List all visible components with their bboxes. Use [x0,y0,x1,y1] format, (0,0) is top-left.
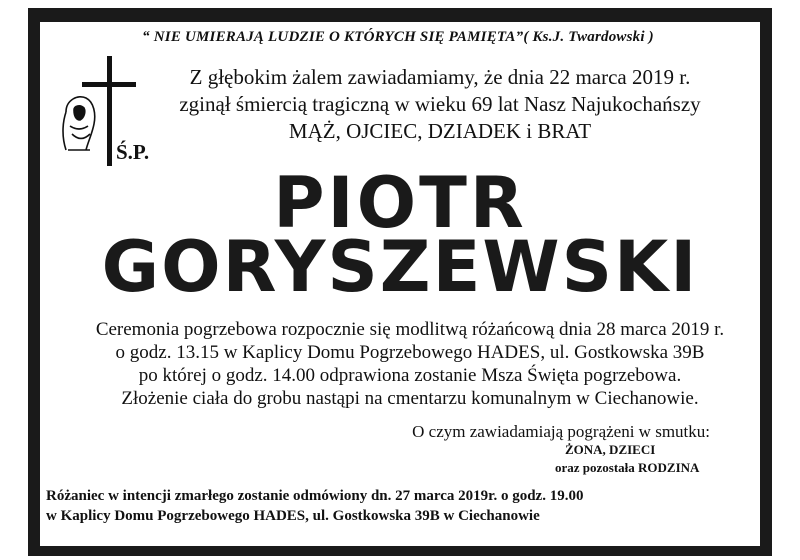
rosary-line: Różaniec w intencji zmarłego zostanie odmówiony dn. 27 marca 2019r. o godz. 19.00 [46,488,584,504]
deceased-last-name: GORYSZEWSKI [101,226,699,308]
honorific: Ś.P. [116,140,150,164]
announcement [160,64,720,145]
mourning-figure-icon [63,97,95,150]
mourners-intro: O czym zawiadamiają pogrążeni w smutku: [412,422,710,441]
ceremony-info [70,318,750,410]
mourners-relatives: oraz pozostała RODZINA [555,460,700,475]
ceremony-line: o godz. 13.15 w Kaplicy Domu Pogrzebowego HADES, ul. Gostkowska 39B [115,342,705,363]
deceased-first-name: PIOTR [273,162,527,244]
rosary-info [46,486,583,526]
announcement-line: MĄŻ, OJCIEC, DZIADEK i BRAT [288,119,592,143]
rosary-line: w Kaplicy Domu Pogrzebowego HADES, ul. Gostkowska 39B w Ciechanowie [46,508,540,524]
ceremony-line: po której o godz. 14.00 odprawiona zostanie Msza Święta pogrzebowa. [138,365,682,386]
mourners-family: ŻONA, DZIECI [565,442,656,457]
epigraph: “ NIE UMIERAJĄ LUDZIE O KTÓRYCH SIĘ PAMIĘTA”( Ks.J. Twardowski ) [142,29,654,45]
announcement-line: Z głębokim żalem zawiadamiamy, że dnia 22 marca 2019 r. [189,65,691,89]
ceremony-line: Ceremonia pogrzebowa rozpocznie się modlitwą różańcową dnia 28 marca 2019 r. [95,319,725,340]
announcement-line: zginął śmiercią tragiczną w wieku 69 lat Nasz Najukochańszy [179,92,701,116]
ceremony-line: Złożenie ciała do grobu nastąpi na cmentarzu komunalnym w Ciechanowie. [121,388,699,409]
